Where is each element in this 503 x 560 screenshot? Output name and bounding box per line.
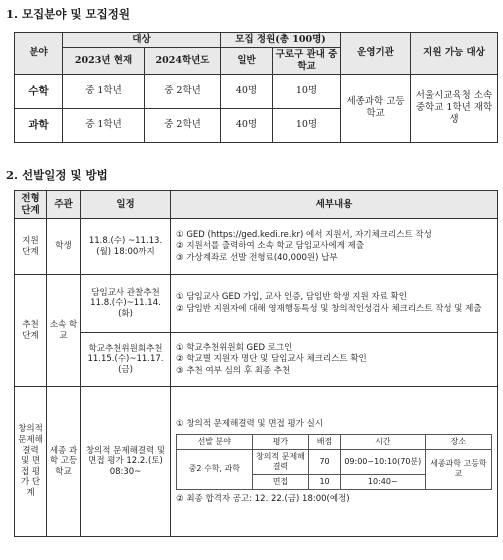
apply-schedule: 11.8.(수) ~11.13.(월) 18:00까지: [81, 219, 171, 275]
header-owner: 주관: [47, 191, 81, 219]
header-schedule: 일정: [81, 191, 171, 219]
eval-header-time: 시간: [340, 434, 425, 449]
schedule-table: [14, 190, 498, 537]
header-year2023: 2023년 현재: [63, 48, 145, 75]
recommend-owner: 소속 학교: [47, 275, 81, 387]
row-field: 수학: [15, 74, 63, 108]
row-next: 중 2학년: [145, 108, 221, 142]
creative-schedule: 창의적 문제해결력 및 면접 평가 12.2.(토) 08:30~: [81, 387, 171, 537]
creative-step2: ② 최종 합격자 공고: 12. 22.(금) 18:00(예정): [176, 493, 350, 504]
row-district: 10명: [273, 108, 341, 142]
creative-steps: [171, 387, 498, 537]
eval-header-score: 배점: [309, 434, 341, 449]
header-district: 구로구 관내 중학교: [273, 48, 341, 75]
header-general: 일반: [221, 48, 273, 75]
evaluation-table: [176, 434, 492, 490]
header-details: 세부내용: [171, 191, 498, 219]
header-stage: 전형 단계: [15, 191, 47, 219]
teacher-step: ① 담임교사 GED 가입, 교사 인증, 담임반 학생 지원 자료 확인: [176, 292, 407, 303]
teacher-step: ② 담임반 지원자에 대해 영재행동특성 및 창의적인성검사 체크리스트 작성 및 제출: [176, 304, 482, 314]
header-org: 운영기관: [341, 33, 411, 75]
row-general: 40명: [221, 108, 273, 142]
row-now: 중 1학년: [63, 74, 145, 108]
teacher-schedule: 담임교사 관찰추천 11.8.(수)~11.14.(화): [81, 275, 171, 333]
eval-place: 세종과학 고등학교: [425, 449, 491, 489]
eligibility-cell: 서울시교육청 소속 중학교 1학년 재학생: [411, 74, 498, 142]
committee-step: ② 학교별 지원자 명단 및 담임교사 체크리스트 확인: [176, 354, 367, 365]
eval-header-eval: 평가: [252, 434, 309, 449]
row-next: 중 2학년: [145, 74, 221, 108]
row-district: 10명: [273, 74, 341, 108]
eval-grade: 중2 수학, 과학: [177, 449, 253, 489]
row-general: 40명: [221, 74, 273, 108]
header-year2024: 2024학년도: [145, 48, 221, 75]
apply-steps: [171, 219, 498, 275]
eval-time: 09:00~10:10(70분): [340, 449, 425, 474]
teacher-steps: [171, 275, 498, 333]
apply-step: ③ 가상계좌로 선발 전형료(40,000원) 납부: [176, 252, 338, 263]
apply-step: ① GED (https://ged.kedi.re.kr) 에서 지원서, 자기체크리스트 작성: [176, 229, 432, 240]
committee-step: ③ 추천 여부 심의 후 최종 추천: [176, 365, 291, 376]
creative-stage: 창의적 문제해결력 및 면접 평가 단계: [15, 387, 47, 537]
row-field: 과학: [15, 108, 63, 142]
creative-owner: 세종 과학 고등 학교: [47, 387, 81, 537]
section2-title: 2. 선발일정 및 방법: [6, 168, 108, 182]
eval-name: 창의적 문제해결력: [252, 449, 309, 474]
apply-owner: 학생: [47, 219, 81, 275]
header-quota: 모집 정원(총 100명): [221, 33, 341, 48]
eval-name: 면접: [252, 474, 309, 489]
eval-header-place: 장소: [425, 434, 491, 449]
recruitment-table: [14, 32, 498, 143]
eval-score: 10: [309, 474, 341, 489]
eval-time: 10:40~: [340, 474, 425, 489]
org-cell: 세종과학 고등학교: [341, 74, 411, 142]
eval-score: 70: [309, 449, 341, 474]
committee-steps: [171, 333, 498, 387]
section1-title: 1. 모집분야 및 모집정원: [6, 7, 130, 21]
row-now: 중 1학년: [63, 108, 145, 142]
header-eligibility: 지원 가능 대상: [411, 33, 498, 75]
apply-step: ② 지원서를 출력하여 소속 학교 담임교사에게 제출: [176, 241, 365, 252]
eval-header-field: 선발 분야: [177, 434, 253, 449]
committee-step: ① 학교추천위원회 GED 로그인: [176, 342, 293, 353]
creative-step1: ① 창의적 문제해결력 및 면접 평가 실시: [176, 418, 323, 429]
committee-schedule: 학교추천위원회추천 11.15.(수)~11.17.(금): [81, 333, 171, 387]
header-target: 대상: [63, 33, 221, 48]
header-field: 분야: [15, 33, 63, 75]
recommend-stage: 추천 단계: [15, 275, 47, 387]
apply-stage: 지원 단계: [15, 219, 47, 275]
